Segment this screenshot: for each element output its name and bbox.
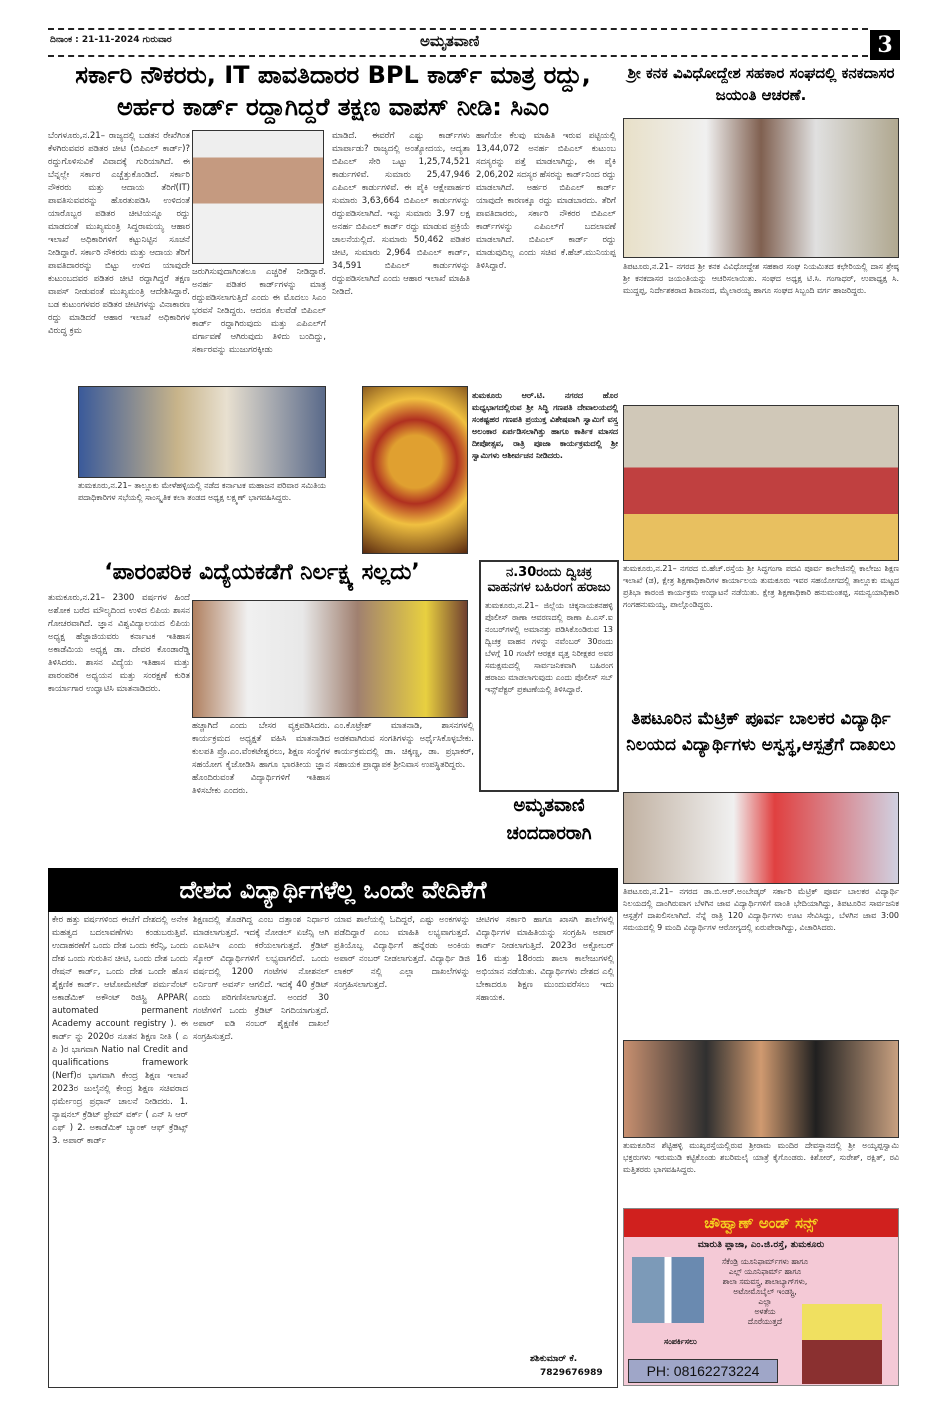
- ad-line: ಶಾಲಾ ಸಮವಸ್ತ್ರ, ಶಾಲಾಬ್ಯಾಗ್‌ಗಳು,: [722, 1277, 808, 1286]
- article2-col-2: ಹಚ್ಚಾಗಿದೆ ಎಂದು ಬೇಸರ ವ್ಯಕ್ತಪಡಿಸಿದರು. ಕಾರ್ಯಕ್ರಮದ ಅಧ್ಯಕ್ಷತೆ ವಹಿಸಿ ಮಾತನಾಡಿದ ಕುಲಪತಿ ಪ್ರೊ.ಎಂ.ವೆಂಕಟೇಶ್ವರಲು, ಶಿಕ್ಷಣ ಸಂಸ್ಥೆಗಳ ಸಹಯೋಗ ಕೈಜೋಡಿಸಿ ಹಾಗೂ ಭಾರತೀಯ ಜ್ಞಾನ ಹೊಂದಿರುವಂತೆ ವಿದ್ಯಾರ್ಥಿಗಳಿಗೆ ಇತಿಹಾಸ ತಿಳಿಸಬೇಕು ಎಂದರು.: [192, 721, 330, 796]
- ad-line: ಎಲ್ಲ್ ಯೂನಿಫಾರ್ಮ್ ಹಾಗೂ: [728, 1267, 802, 1276]
- hostel-photo: [623, 792, 899, 884]
- pratibha-photo: [623, 405, 899, 561]
- kanaka-photo: [623, 118, 899, 258]
- article2-col-1: ತುಮಕೂರು,ನ.21– 2300 ವರ್ಷಗಳ ಹಿಂದೆ ಅಶೋಕ ಬರೆದ ಮೌಲ್ಯದಿಂದ ಉಳಿದ ಲಿಪಿಯ ಶಾಸನ ಗೋಚರವಾಗಿದೆ. ಜ್ಞಾನ ವಿಶ್ವವಿದ್ಯಾಲಯದ ಲಿಪಿಯ ಅಧ್ಯಕ್ಷ ಹೆಜ್ಜಾಜಿಯವರು ಕರ್ನಾಟಕ ಇತಿಹಾಸ ಅಕಾಡೆಮಿಯ ಅಧ್ಯಕ್ಷ ಡಾ. ದೇವರ ಕೊಂಡಾರೆಡ್ಡಿ ತಿಳಿಸಿದರು. ಶಾಸನ ವಿದ್ಯೆಯ ಇತಿಹಾಸ ಮತ್ತು ಪಾರಂಪರಿಕ ಅಧ್ಯಯನ ಮತ್ತು ಸಂರಕ್ಷಣೆ ಕುರಿತ ಕಾರ್ಯಾಗಾರ ಉದ್ಘಾಟಿಸಿ ಮಾತನಾಡಿದರು.: [48, 593, 190, 694]
- header-rule-top: [48, 28, 868, 30]
- auction-body: ತುಮಕೂರು,ನ.21– ಜಿಲ್ಲೆಯ ಚಿಕ್ಕನಾಯಕನಹಳ್ಳಿ ಪೊಲೀಸ್ ಠಾಣಾ ಆವರಣದಲ್ಲಿ ಠಾಣಾ ಪಿ.ಎಸ್.ಐ ನಂಬರ್‌ಗಳಲ್ಲಿ ಅಮಾನತ್ತು ಪಡಿಸಿಕೊಂಡಿರುವ 13 ದ್ವಿಚಕ್ರ ವಾಹನ ಗಳನ್ನು ನವೆಂಬರ್ 30ರಂದು ಬೆಳಗ್ಗೆ 10 ಗಂಟೆಗೆ ಆರಕ್ಷಕ ವೃತ್ತ ನಿರೀಕ್ಷಕರ ಅವರ ಸಮಕ್ಷಮದಲ್ಲಿ ಸಾರ್ವಜನಿಕವಾಗಿ ಬಹಿರಂಗ ಹರಾಜು ಮಾಡಲಾಗುವುದು ಎಂದು ಪೊಲೀಸ್ ಸಬ್ ಇನ್ಸ್‌ಪೆಕ್ಟರ್ ಪ್ರಕಟಣೆಯಲ್ಲಿ ತಿಳಿಸಿದ್ದಾರೆ.: [485, 600, 613, 694]
- page-number: 3: [870, 30, 900, 60]
- article3-col-4: ಚೀಟಿಗಳ ಸರ್ಕಾರಿ ಹಾಗೂ ಖಾಸಗಿ ಶಾಲೆಗಳಲ್ಲಿ ವಿದ್ಯಾರ್ಥಿಗಳ ಮಾಹಿತಿಯನ್ನು ಸಂಗ್ರಹಿಸಿ ಅಪಾರ್ ಕಾರ್ಡ್ ನೀಡಲಾಗುತ್ತಿದೆ. 2023ರ ಅಕ್ಟೋಬರ್ 16 ಮತ್ತು 18ರಂದು ಶಾಲಾ ಕಾಲೇಜುಗಳಲ್ಲಿ ಅಭಿಯಾನ ನಡೆಯಿತು. ವಿದ್ಯಾರ್ಥಿಗಳು ದೇಶದ ಎಲ್ಲಿ ಬೇಕಾದರೂ ಶಿಕ್ಷಣ ಮುಂದುವರೆಸಲು ಇದು ಸಹಾಯಕ.: [476, 915, 614, 1003]
- issue-date: ದಿನಾಂಕ : 21-11-2024 ಗುರುವಾರ: [50, 35, 172, 45]
- ad-shop-name: ಚೌಹ್ವಾಣ್ ಅಂಡ್ ಸನ್ಸ್: [624, 1209, 898, 1237]
- ad-address: ಮಾರುತಿ ಪ್ಲಾಜಾ, ಎಂ.ಜಿ.ರಸ್ತೆ, ತುಮಕೂರು: [697, 1240, 825, 1250]
- lead-col-2: ಜರುಗಿಸುವುದಾಗಿಂತಲೂ ಎಚ್ಚರಿಕೆ ನೀಡಿದ್ದಾರೆ. ಅನರ್ಹ ಪಡಿತರ ಕಾರ್ಡ್‌ಗಳನ್ನು ಮಾತ್ರ ರದ್ದುಪಡಿಸಲಾಗುತ್ತಿದೆ ಎಂದು ಈ ಮೊದಲು ಸಿಎಂ ಭರವಸೆ ನೀಡಿದ್ದರು. ಆದರೂ ಕೆಲವೆಡೆ ಬಿಪಿಎಲ್ ಕಾರ್ಡ್ ರದ್ದಾಗಿರುವುದು ಮತ್ತು ಎಪಿಎಲ್‌ಗೆ ವರ್ಗಾವಣೆ ಆಗಿರುವುದು ತಿಳಿದು ಬಂದಿದ್ದು, ಸರ್ಕಾರವನ್ನು ಮುಜುಗರಕ್ಕೀಡು: [192, 267, 326, 355]
- lead-headline-2: ಅರ್ಹರ ಕಾರ್ಡ್ ರದ್ದಾಗಿದ್ದರೆ ತಕ್ಷಣ ವಾಪಸ್ ನೀಡಿ: ಸಿಎಂ: [116, 93, 550, 121]
- lead-col-1: ಬೆಂಗಳೂರು,ನ.21– ರಾಜ್ಯದಲ್ಲಿ ಬಡತನ ರೇಖೆಗಿಂತ ಕೆಳಗಿರುವವರ ಪಡಿತರ ಚೀಟಿ (ಬಿಪಿಎಲ್ ಕಾರ್ಡ್)? ರದ್ದುಗೊಳಿಸುವಿಕೆ ವಿವಾದಕ್ಕೆ ಗುರಿಯಾಗಿದೆ. ಈ ಬೆನ್ನಲ್ಲೇ ಸರ್ಕಾರ ಎಚ್ಚೆತ್ತುಕೊಂಡಿದೆ. ಸರ್ಕಾರಿ ನೌಕರರು ಮತ್ತು ಆದಾಯ ತೆರಿಗೆ(IT) ಪಾವತಿಸುವವರನ್ನು ಹೊರತುಪಡಿಸಿ ಉಳಿದಂತೆ ಯಾರೊಬ್ಬರ ಪಡಿತರ ಚೀಟಿಯನ್ನೂ ರದ್ದು ಮಾಡದಂತೆ ಮುಖ್ಯಮಂತ್ರಿ ಸಿದ್ದರಾಮಯ್ಯ ಆಹಾರ ಇಲಾಖೆ ಅಧಿಕಾರಿಗಳಿಗೆ ಕಟ್ಟುನಿಟ್ಟಿನ ಸೂಚನೆ ನೀಡಿದ್ದಾರೆ. ಸರ್ಕಾರಿ ನೌಕರರು ಮತ್ತು ಆದಾಯ ತೆರಿಗೆ ಪಾವತಿದಾರರನ್ನು ಬಿಟ್ಟು ಉಳಿದ ಯಾವುದೇ ಕುಟುಂಬದವರ ಪಡಿತರ ಚೀಟಿ ರದ್ದಾಗಿದ್ದರೆ ತಕ್ಷಣ ವಾಪಸ್ ನೀಡುವಂತೆ ಮುಖ್ಯಮಂತ್ರಿ ಆದೇಶಿಸಿದ್ದಾರೆ. ಬಡ ಕುಟುಂಗಳವರ ಪಡಿತರ ಚೀಟಿಗಳನ್ನು ವಿನಾಕಾರಣ ರದ್ದು ಮಾಡಿದರೆ ಆಹಾರ ಇಲಾಖೆ ಅಧಿಕಾರಿಗಳ ವಿರುದ್ಧ ಕ್ರಮ: [48, 131, 190, 336]
- header-rule-bottom: [48, 55, 868, 57]
- pratibha-text: ತುಮಕೂರು,ನ.21– ನಗರದ ಬಿ.ಹೆಚ್.ರಸ್ತೆಯ ಶ್ರೀ ಸಿದ್ಧಗಂಗಾ ಪದವಿ ಪೂರ್ವ ಕಾಲೇಜಿನಲ್ಲಿ ಕಾಲೇಜು ಶಿಕ್ಷಣ ಇಲಾಖೆ (ಡ), ಕ್ಷೇತ್ರ ಶಿಕ್ಷಣಾಧಿಕಾರಿಗಳ ಕಾರ್ಯಾಲಯ ತುಮಕೂರು ಇವರ ಸಹಯೋಗದಲ್ಲಿ ತಾಲ್ಲೂಕು ಮಟ್ಟದ ಪ್ರತಿಭಾ ಕಾರಂಜಿ ಕಾರ್ಯಕ್ರಮ ಉದ್ಘಾಟನೆ ನಡೆಯಿತು. ಕ್ಷೇತ್ರ ಶಿಕ್ಷಣಾಧಿಕಾರಿ ಹನುಮಂತಪ್ಪ, ಸಮನ್ವಯಾಧಿಕಾರಿ ಗಂಗಹನುಮಯ್ಯ, ಪಾಲ್ಗೊಂಡಿದ್ದರು.: [623, 564, 899, 609]
- seminar-photo: [192, 600, 468, 718]
- article3-col-1: ಕೇರ ಹತ್ತು ವರ್ಷಗಳಿಂದ ಈಚೆಗೆ ದೇಶದಲ್ಲಿ ಅನೇಕ ಮಹತ್ವದ ಬದಲಾವಣೆಗಳು ಕಂಡುಬರುತ್ತಿವೆ. ಉದಾಹರಣೆಗೆ ಒಂದು ದೇಶ ಒಂದು ಕರೆನ್ಸಿ, ಒಂದು ದೇಶ ಒಂದು ಗುರುತಿನ ಚೀಟಿ, ಒಂದು ದೇಶ ಒಂದು ರೇಷನ್ ಕಾರ್ಡ್, ಒಂದು ದೇಶ ಒಂದೇ ಹೊಸ ಶೈಕ್ಷಣಿಕ ಕಾರ್ಡ್. ಆಟೋಮೇಟೆಡ್ ಪರ್ಮನೆಂಟ್ ಅಕಾಡೆಮಿಕ್ ಅಕೌಂಟ್ ರಿಜಿಸ್ಟ್ರಿ APPAR( automated permanent Academy account registry ). ಈ ಕಾರ್ಡ್ ನ್ನು 2020ರ ನೂತನ ಶಿಕ್ಷಣ ನೀತಿ ( ಎ ಪಿ )ರ ಭಾಗವಾಗಿ Natio nal Credit and qualifications framework (Nerf)ರ ಭಾಗವಾಗಿ ಕೇಂದ್ರ ಶಿಕ್ಷಣ ಇಲಾಖೆ 2023ರ ಜುಲೈನಲ್ಲಿ ಕೇಂದ್ರ ಶಿಕ್ಷಣ ಸಚಿವರಾದ ಧರ್ಮೇಂದ್ರ ಪ್ರಧಾನ್ ಚಾಲನೆ ನೀಡಿದರು. 1. ನ್ಯಾಷನಲ್ ಕ್ರೆಡಿಟ್ ಫ್ರೇಮ್ ವರ್ಕ್ ( ಎನ್ ಸಿ ಆರ್ ಎಫ್ ) 2. ಅಕಾಡೆಮಿಕ್ ಬ್ಯಾಂಕ್ ಆಫ್ ಕ್ರೆಡಿಟ್ಸ್ 3. ಅಪಾರ್ ಕಾರ್ಡ್: [52, 915, 188, 1146]
- article2-headline: ‘ಪಾರಂಪರಿಕ ವಿದ್ಯೆಯಕಡೆಗೆ ನಿರ್ಲಕ್ಷ್ಯ ಸಲ್ಲದು’: [104, 560, 420, 585]
- hostel-text: ತಿಪಟೂರು,ನ.21– ನಗರದ ಡಾ.ಬಿ.ಆರ್.ಅಂಬೇಡ್ಕರ್ ಸರ್ಕಾರಿ ಮೆಟ್ರಿಕ್ ಪೂರ್ವ ಬಾಲಕರ ವಿದ್ಯಾರ್ಥಿ ನಿಲಯದಲ್ಲಿ ದಾಂಗಿರುವಾಗ ಬೆಳಗಿನ ಜಾವ ವಿದ್ಯಾರ್ಥಿಗಳಿಗೆ ವಾಂತಿ ಭೇದಿಯಾಗಿದ್ದು, ತಿಪಟೂರಿನ ಸಾರ್ವಜನಿಕ ಆಸ್ಪತ್ರೆಗೆ ದಾಖಲಿಸಲಾಗಿದೆ. ನೆನ್ನೆ ರಾತ್ರಿ 120 ವಿದ್ಯಾರ್ಥಿಗಳು ಊಟ ಸೇವಿಸಿದ್ದು, ಬೆಳಗಿನ ಜಾವ 3:00 ಸಮಯದಲ್ಲಿ 9 ಮಂದಿ ವಿದ್ಯಾರ್ಥಿಗಳ ಆರೋಗ್ಯದಲ್ಲಿ ಏರುಪೇರಾಗಿದ್ದು, ವಿಚಾರಿಸಿದರು.: [623, 887, 899, 932]
- ad-line: ಅಟೋಮೊಬೈಲ್ ಇಂಡಸ್ಟ್ರಿ,: [733, 1287, 797, 1296]
- ad-contact: ಸಂಪರ್ಕಿಸಲು: [664, 1337, 697, 1346]
- article3-col-2: ಶಿಕ್ಷಣದಲ್ಲಿ ತೊಡಗಿದ್ದ ಎಂಬ ದತ್ತಾಂಶ ನಿರ್ಧಾರ ಮಾಡಲಾಗುತ್ತದೆ. ಇದಕ್ಕೆ ನೋಡಲ್ ಏಜೆನ್ಸಿ ಆಗಿ ಎಐಸಿಟಿಇ ಎಂದು ಕರೆಯಲಾಗುತ್ತದೆ. ಕ್ರೆಡಿಟ್ ಸ್ಕೋರ್ ವಿದ್ಯಾರ್ಥಿಗಳಿಗೆ ಲಭ್ಯವಾಗಲಿದೆ. ಒಂದು ವರ್ಷದಲ್ಲಿ 1200 ಗಂಟೆಗಳ ನೋಶನಲ್ ಲರ್ನಿಂಗ್ ಅವರ್ಸ್ ಆಗಲಿದೆ. ಇದಕ್ಕೆ 40 ಕ್ರೆಡಿಟ್ ಎಂದು ಪರಿಗಣಿಸಲಾಗುತ್ತದೆ. ಅಂದರೆ 30 ಗಂಟೆಗಳಿಗೆ ಒಂದು ಕ್ರೆಡಿಟ್ ನಿಗದಿಯಾಗುತ್ತದೆ. ಅಪಾರ್ ಐಡಿ ನಂಬರ್ ಶೈಕ್ಷಣಿಕ ದಾಖಲೆ ಸಂಗ್ರಹಿಸುತ್ತದೆ.: [193, 915, 329, 1042]
- lead-headline-1: ಸರ್ಕಾರಿ ನೌಕರರು, IT ಪಾವತಿದಾರರ BPL ಕಾರ್ಡ್ ಮಾತ್ರ ರದ್ದು,: [75, 61, 591, 89]
- lead-col-3: ಮಾಡಿದೆ. ಈವರೆಗೆ ಎಷ್ಟು ಕಾರ್ಡ್‌ಗಳು ಮಾರ್ಪಾಡು? ರಾಜ್ಯದಲ್ಲಿ ಅಂತ್ಯೋದಯ, ಆದ್ಯತಾ ಬಿಪಿಎಲ್ ಸೇರಿ ಒಟ್ಟು 1,25,74,521 ಕಾರ್ಡುಗಳಿವೆ. ಸುಮಾರು 25,47,946 ಎಪಿಎಲ್ ಕಾರ್ಡುಗಳಿವೆ. ಈ ಪೈಕಿ ಆಕ್ಷೇಪಾರ್ಹರ ಸುಮಾರು 3,63,664 ಬಿಪಿಎಲ್ ಕಾರ್ಡುಗಳನ್ನು ರದ್ದುಪಡಿಸಲಾಗಿದೆ. ಇನ್ನು ಸುಮಾರು 3.97 ಲಕ್ಷ ಅನರ್ಹ ಬಿಪಿಎಲ್ ಕಾರ್ಡ್ ರದ್ದು ಮಾಡುವ ಪ್ರಕ್ರಿಯೆ ಚಾಲನೆಯಲ್ಲಿದೆ. ಸುಮಾರು 50,462 ಪಡಿತರ ಚೀಟಿ, ಸುಮಾರು 2,964 ಬಿಪಿಎಲ್ ಕಾರ್ಡ್, 34,591 ಬಿಪಿಎಲ್ ಕಾರ್ಡುಗಳನ್ನು ರದ್ದುಪಡಿಸಲಾಗಿದೆ ಎಂದು ಆಹಾರ ಇಲಾಖೆ ಮಾಹಿತಿ ನೀಡಿದೆ.: [332, 131, 470, 297]
- auction-box: [479, 560, 619, 792]
- ad-line: ಎಲ್ಲಾ: [758, 1297, 772, 1306]
- auction-headline: ನ.30ರಂದು ದ್ವಿಚಕ್ರ ವಾಹನಗಳ ಬಹಿರಂಗ ಹರಾಜು: [487, 565, 611, 595]
- ganesha-text: ತುಮಕೂರು ಆರ್.ಟಿ. ನಗರದ ಹೊರ ಮಧ್ಯಭಾಗದಲ್ಲಿರುವ ಶ್ರೀ ಸಿದ್ಧಿ ಗಣಪತಿ ದೇವಾಲಯದಲ್ಲಿ ಸಂಕಷ್ಟಹರ ಗಣಪತಿ ಪ್ರಯುಕ್ತ ವಿಶೇಷವಾಗಿ ಸ್ವಾಮಿಗೆ ವಸ್ತ್ರ ಅಲಂಕಾರ ಏರ್ಪಡಿಸಲಾಗಿತ್ತು ಹಾಗೂ ಕಾರ್ತಿಕ ಮಾಸದ ದೀಪೋತ್ಸವ, ರಾತ್ರಿ ಪೂಜಾ ಕಾರ್ಯಕ್ರಮದಲ್ಲಿ ಶ್ರೀ ಸ್ವಾಮಿಗಳು ಆಶೀರ್ವಚನ ನೀಡಿದರು.: [472, 391, 618, 460]
- ayyappa-photo: [623, 1040, 899, 1138]
- ad-phone: PH: 08162273224: [628, 1359, 778, 1383]
- kanaka-text: ತಿಪಟೂರು,ನ.21– ನಗರದ ಶ್ರೀ ಕನಕ ವಿವಿಧೋದ್ದೇಶ ಸಹಕಾರ ಸಂಘ ನಿಯಮಿತದ ಕಛೇರಿಯಲ್ಲಿ ದಾಸ ಶ್ರೇಷ್ಠ ಶ್ರೀ ಕನಕದಾಸರ ಜಯಂತಿಯನ್ನು ಆಚರಿಸಲಾಯಿತು. ಸಂಘದ ಅಧ್ಯಕ್ಷ ಟಿ.ಸಿ. ಗಂಗಾಧರ್, ಉಪಾಧ್ಯಕ್ಷ ಸಿ. ಮುದ್ದಪ್ಪ, ನಿರ್ದೇಶಕರಾದ ಶಿವಾನಂದ, ಮೈಲಾರಯ್ಯ ಹಾಗೂ ಸಂಘದ ಸಿಬ್ಬಂದಿ ವರ್ಗ ಹಾಜರಿದ್ದರು.: [623, 262, 899, 295]
- byline-phone: 7829676989: [540, 1368, 603, 1378]
- kanaka-headline: ಶ್ರೀ ಕನಕ ವಿವಿಧೋದ್ದೇಶ ಸಹಕಾರ ಸಂಘದಲ್ಲಿ ಕನಕದಾಸರ ಜಯಂತಿ ಆಚರಣೆ.: [627, 64, 895, 104]
- meeting-photo: [78, 386, 326, 478]
- ad-line: ಸೆಕೆಂಡ್ರಿ ಯೂನಿಫಾರ್ಮ್‌ಗಳು ಹಾಗೂ: [721, 1257, 809, 1266]
- uniform-ad: [623, 1208, 899, 1386]
- subscribe-line-1: ಅಮೃತವಾಣಿ: [513, 795, 585, 816]
- hostel-headline: ತಿಪಟೂರಿನ ಮೆಟ್ರಿಕ್ ಪೂರ್ವ ಬಾಲಕರ ವಿದ್ಯಾರ್ಥಿ ನಿಲಯದ ವಿದ್ಯಾರ್ಥಿಗಳು ಅಸ್ವಸ್ಥ,ಆಸ್ಪತ್ರೆಗೆ ದಾಖಲು: [626, 709, 896, 755]
- meeting-caption: ತುಮಕೂರು,ನ.21– ತಾಲ್ಲೂಕು ಮೇಳೆಹಳ್ಳಿಯಲ್ಲಿ ನಡೆದ ಕರ್ನಾಟಕ ಮಹಾಜನ ಪರಿವಾರ ಸಮಿತಿಯ ಪದಾಧಿಕಾರಿಗಳ ಸಭೆಯಲ್ಲಿ ಸಾಂಸ್ಕೃತಿಕ ಕಲಾ ತಂಡದ ಅಧ್ಯಕ್ಷ ಲಕ್ಷ್ಮಣ್ ಭಾಗವಹಿಸಿದ್ದರು.: [78, 481, 326, 502]
- ad-line: ಅಳತೆಯ: [754, 1307, 776, 1316]
- ad-line: ದೊರೆಯುತ್ತದೆ: [747, 1317, 783, 1326]
- subscribe-line-2: ಚಂದದಾರರಾಗಿ: [506, 823, 592, 844]
- ayyappa-caption: ತುಮಕೂರಿನ ಶೆಟ್ಟಿಹಳ್ಳಿ ಮುಖ್ಯರಸ್ತೆಯಲ್ಲಿರುವ ಶ್ರೀರಾಮ ಮಂದಿರ ದೇವಸ್ಥಾನದಲ್ಲಿ ಶ್ರೀ ಅಯ್ಯಪ್ಪಸ್ವಾಮಿ ಭಕ್ತರುಗಳು ಇರುಮುಡಿ ಕಟ್ಟಿಕೊಂಡು ಶಬರಿಮಲೈ ಯಾತ್ರೆ ಕೈಗೊಂಡರು. ಕಿಶೋರ್, ಸುರೇಶ್, ರಕ್ಷಿತ್, ರವಿ ಮತ್ತಿತರರು ಭಾಗವಹಿಸಿದ್ದರು.: [623, 1141, 899, 1174]
- lead-col-4: ಹಾಗೆಯೇ ಕೆಲವು ಮಾಹಿತಿ ಇರುವ ಪಟ್ಟಿಯಲ್ಲಿ 13,44,072 ಅನರ್ಹ ಬಿಪಿಎಲ್ ಕುಟುಂಬ ಸದಸ್ಯರನ್ನು ಪತ್ತೆ ಮಾಡಲಾಗಿದ್ದು, ಈ ಪೈಕಿ 2,06,202 ಸದಸ್ಯರ ಹೆಸರನ್ನು ಕಾರ್ಡ್‌ನಿಂದ ರದ್ದು ಮಾಡಲಾಗಿದೆ. ಅರ್ಹರ ಬಿಪಿಎಲ್ ಕಾರ್ಡ್ ಯಾವುದೇ ಕಾರಣಕ್ಕೂ ರದ್ದು ಮಾಡಬಾರದು. ತೆರಿಗೆ ಪಾವತಿದಾರರು, ಸರ್ಕಾರಿ ನೌಕರರ ಬಿಪಿಎಲ್ ಕಾರ್ಡ್‌ಗಳನ್ನು ಎಪಿಎಲ್‌ಗೆ ಬದಲಾವಣೆ ಮಾಡಲಾಗಿದೆ. ಬಿಪಿಎಲ್ ಕಾರ್ಡ್ ರದ್ದು ಮಾಡುವುದಿಲ್ಲ ಎಂದು ಸಚಿವ ಕೆ.ಹೆಚ್.ಮುನಿಯಪ್ಪ ತಿಳಿಸಿದ್ದಾರೆ.: [476, 131, 616, 271]
- article3-col-3: ಯಾವ ಶಾಲೆಯಲ್ಲಿ ಓದಿದ್ದರೆ, ಎಷ್ಟು ಅಂಕಗಳನ್ನು ಪಡೆದಿದ್ದಾರೆ ಎಂಬ ಮಾಹಿತಿ ಲಭ್ಯವಾಗುತ್ತದೆ. ಪ್ರತಿಯೊಬ್ಬ ವಿದ್ಯಾರ್ಥಿಗೆ ಹನ್ನೆರಡು ಅಂಕಿಯ ಅಪಾರ್ ನಂಬರ್ ನೀಡಲಾಗುತ್ತದೆ. ವಿದ್ಯಾರ್ಥಿ ಡಿಜಿ ಲಾಕರ್ ನಲ್ಲಿ ಎಲ್ಲಾ ದಾಖಲೆಗಳನ್ನು ಸಂಗ್ರಹಿಸಲಾಗುತ್ತದೆ.: [334, 915, 470, 990]
- ganesha-photo: [362, 386, 468, 554]
- cm-photo: [192, 130, 324, 264]
- ad-kids-image-1: [632, 1257, 704, 1323]
- article3-headline: ದೇಶದ ವಿದ್ಯಾರ್ಥಿಗಳೆಲ್ಲ ಒಂದೇ ವೇದಿಕೆಗೆ: [48, 868, 618, 912]
- article2-col-3: ಎಂ.ಕೊಟ್ರೇಶ್ ಮಾತನಾಡಿ, ಶಾಸನಗಳಲ್ಲಿ ಅಡಕವಾಗಿರುವ ಸಂಗತಿಗಳನ್ನು ಅರ್ಥೈಸಿಕೊಳ್ಳಬೇಕು. ಕಾರ್ಯಕ್ರಮದಲ್ಲಿ ಡಾ. ಚಿಕ್ಕಣ್ಣ, ಡಾ. ಪ್ರಭಾಕರ್, ಸಹಾಯಕ ಪ್ರಾಧ್ಯಾಪಕ ಶ್ರೀನಿವಾಸ ಉಪಸ್ಥಿತರಿದ್ದರು.: [334, 721, 474, 770]
- byline-name: ಶಶಿಕುಮಾರ್ ಕೆ.: [530, 1354, 578, 1364]
- masthead: ಅಮೃತವಾಣಿ: [420, 32, 480, 50]
